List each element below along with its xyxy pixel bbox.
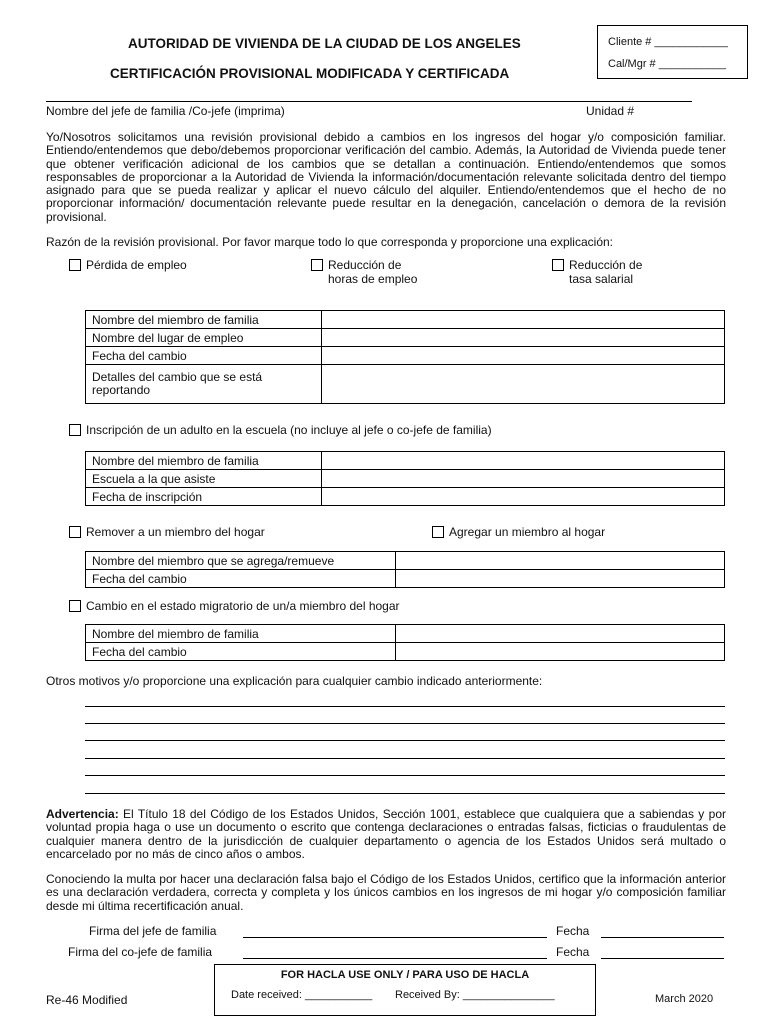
employment-table (85, 310, 725, 404)
hours-reduction-checkbox[interactable] (311, 259, 323, 271)
table-row (86, 488, 725, 506)
table-row (86, 311, 725, 329)
option-add-member (432, 526, 605, 540)
cohead-date-line[interactable] (601, 958, 724, 959)
row-label: Escuela a la que asiste (86, 470, 322, 488)
add-member-label: Agregar un miembro al hogar (449, 525, 606, 539)
job-loss-checkbox[interactable] (69, 259, 81, 271)
school-member-input[interactable] (322, 452, 725, 470)
school-table (85, 451, 725, 506)
head-date-line[interactable] (601, 937, 724, 938)
row-label: Fecha del cambio (86, 643, 396, 661)
member-name-input[interactable] (322, 311, 725, 329)
head-signature-line[interactable] (243, 937, 547, 938)
enrollment-date-input[interactable] (322, 488, 725, 506)
row-label: Nombre del miembro de familia (86, 452, 322, 470)
option-school (69, 424, 492, 438)
row-label: Nombre del lugar de empleo (86, 329, 322, 347)
table-row (86, 365, 725, 404)
school-checkbox[interactable] (69, 424, 81, 436)
household-table (85, 551, 725, 588)
form-title: CERTIFICACIÓN PROVISIONAL MODIFICADA Y CERTIFICADA (110, 66, 510, 81)
wage-reduction-checkbox[interactable] (552, 259, 564, 271)
immigration-member-input[interactable] (396, 625, 725, 643)
table-row (86, 452, 725, 470)
row-label: Nombre del miembro de familia (86, 625, 396, 643)
immigration-change-date-input[interactable] (396, 643, 725, 661)
option-job-loss (69, 259, 187, 273)
option-hours-reduction (311, 259, 417, 286)
other-reasons-prompt: Otros motivos y/o proporcione una explicación para cualquier cambio indicado anteriormente: (46, 674, 543, 688)
add-member-checkbox[interactable] (432, 526, 444, 538)
explanation-line[interactable] (85, 740, 725, 741)
intro-paragraph: Yo/Nosotros solicitamos una revisión provisional debido a cambios en los ingresos del hogar y/o composición familiar. Entiendo/entendemos que debo/debemos proporcionar verificación del cambio. Además, la Autoridad de Vivienda puede tener que obtener verificación adicional de los cambios que se detallan a continuación. Entiendo/entendemos que somos responsables de proporcionar a la Autoridad de Vivienda la información/documentación relevante solicitada dentro del tiempo asignado para que se pueda realizar y aplicar el nuevo cálculo del alquiler. Entiendo/entendemos que el hecho de no proporcionar información/ documentación relevante puede resultar en la denegación, cancelación o demora de la revisión provisional. (46, 130, 726, 224)
table-row (86, 643, 725, 661)
school-label: Inscripción de un adulto en la escuela (no incluye al jefe o co-jefe de familia) (86, 423, 492, 437)
certification-paragraph: Conociendo la multa por hacer una declaración falsa bajo el Código de los Estados Unidos, certifico que la información anterior es una declaración verdadera, correcta y completa y los únicos cambios en los ingresos de mi hogar y/o composición familiar desde mi última recertificación anual. (46, 872, 726, 913)
remove-member-checkbox[interactable] (69, 526, 81, 538)
date-received-field[interactable]: Date received: ___________ (231, 989, 373, 1001)
option-wage-reduction (552, 259, 642, 286)
cohead-signature-label: Firma del co-jefe de familia (68, 945, 213, 959)
job-loss-label: Pérdida de empleo (86, 258, 187, 272)
row-label: Nombre del miembro que se agrega/remueve (86, 552, 396, 570)
explanation-line[interactable] (85, 793, 725, 794)
wage-label-line2: tasa salarial (569, 271, 634, 286)
head-date-label: Fecha (556, 924, 590, 938)
table-row (86, 625, 725, 643)
workplace-input[interactable] (322, 329, 725, 347)
wage-reduction-label (569, 259, 642, 286)
form-date: March 2020 (655, 993, 714, 1005)
table-row (86, 570, 725, 588)
wage-label-line1: Reducción de (569, 258, 643, 272)
row-label: Nombre del miembro de familia (86, 311, 322, 329)
option-immigration (69, 600, 400, 614)
immigration-label: Cambio en el estado migratorio de un/a miembro del hogar (86, 599, 400, 613)
cohead-signature-line[interactable] (243, 958, 547, 959)
client-number-field[interactable]: Cliente # ____________ (608, 36, 728, 48)
table-row (86, 470, 725, 488)
change-date-input[interactable] (322, 347, 725, 365)
household-member-input[interactable] (396, 552, 725, 570)
calmgr-number-field[interactable]: Cal/Mgr # ___________ (608, 58, 727, 70)
change-details-input[interactable] (322, 365, 725, 404)
head-signature-label: Firma del jefe de familia (89, 924, 217, 938)
received-by-field[interactable]: Received By: _______________ (395, 989, 555, 1001)
table-row (86, 347, 725, 365)
hacla-use-box (214, 964, 596, 1016)
household-change-date-input[interactable] (396, 570, 725, 588)
row-label: Fecha del cambio (86, 347, 322, 365)
row-label: Detalles del cambio que se está reportando (86, 365, 322, 404)
unit-label: Unidad # (586, 104, 635, 118)
cohead-date-label: Fecha (556, 945, 590, 959)
explanation-line[interactable] (85, 758, 725, 759)
row-label: Fecha del cambio (86, 570, 396, 588)
warning-heading: Advertencia: (46, 807, 119, 821)
hours-label-line1: Reducción de (328, 258, 402, 272)
explanation-line[interactable] (85, 723, 725, 724)
explanation-line[interactable] (85, 706, 725, 707)
agency-title: AUTORIDAD DE VIVIENDA DE LA CIUDAD DE LOS ANGELES (128, 36, 521, 51)
reason-prompt: Razón de la revisión provisional. Por favor marque todo lo que corresponda y proporcione una explicación: (46, 235, 613, 249)
head-name-label: Nombre del jefe de familia /Co-jefe (imprima) (46, 104, 285, 118)
client-id-box (597, 25, 748, 79)
immigration-checkbox[interactable] (69, 600, 81, 612)
hours-label-line2: horas de empleo (328, 271, 418, 286)
table-row (86, 329, 725, 347)
hours-reduction-label (328, 259, 417, 286)
warning-text: El Título 18 del Código de los Estados Unidos, Sección 1001, establece que cualquiera que a sabiendas y por voluntad propia haga o use un documento o escrito que contenga declaraciones o entradas falsas, ficticias o fraudulentas de cualquier manera dentro de la jurisdicción de cualquier departamento o agencia de los Estados Unidos será multado o encarcelado por no más de cinco años o ambos. (46, 807, 726, 861)
remove-member-label: Remover a un miembro del hogar (86, 525, 265, 539)
option-remove-member (69, 526, 265, 540)
immigration-table (85, 624, 725, 661)
school-name-input[interactable] (322, 470, 725, 488)
head-name-line[interactable] (46, 101, 692, 102)
table-row (86, 552, 725, 570)
hacla-title: FOR HACLA USE ONLY / PARA USO DE HACLA (280, 969, 530, 981)
row-label: Fecha de inscripción (86, 488, 322, 506)
warning-paragraph (46, 808, 726, 861)
explanation-line[interactable] (85, 775, 725, 776)
form-id: Re-46 Modified (46, 993, 128, 1007)
